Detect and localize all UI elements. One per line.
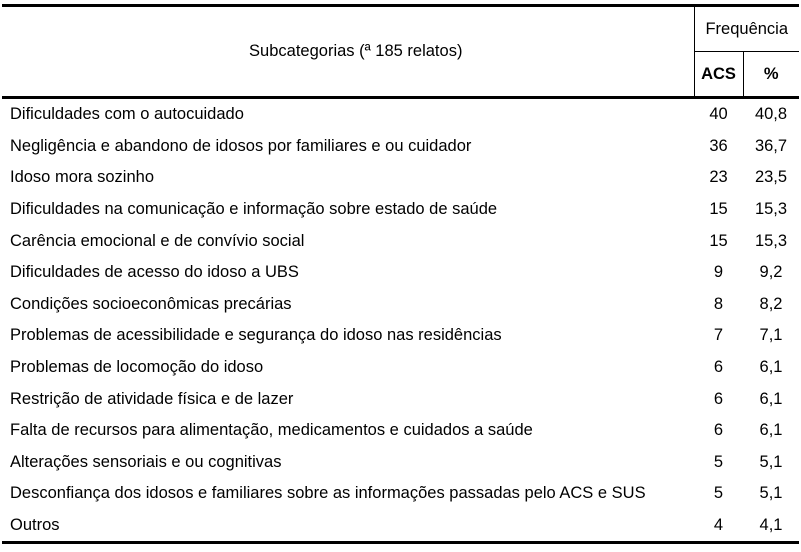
percent-value: 6,1 [759,421,783,440]
table-row [2,162,799,194]
percent-value: 4,1 [743,510,799,543]
percent-value: 9,2 [759,263,783,282]
subcategories-table [2,4,799,544]
percent-value: 7,1 [759,326,783,345]
percent-value: 23,5 [754,168,788,187]
acs-count: 15 [709,231,728,250]
table-row [2,257,799,289]
percent-value: 15,3 [754,231,788,250]
percent-value: 36,7 [754,136,788,155]
acs-count: 15 [709,200,728,219]
subcategory-label: Alterações sensoriais e ou cognitivas [10,452,282,471]
subcategory-label: Carência emocional e de convívio social [10,231,305,250]
acs-count: 5 [713,452,724,471]
table-body [2,98,799,543]
acs-count: 4 [694,510,743,543]
acs-count: 36 [709,136,728,155]
acs-count: 6 [713,389,724,408]
percent-value: 5,1 [759,484,783,503]
acs-count: 40 [709,105,728,124]
subcategory-label: Dificuldades na comunicação e informação sobre estado de saúde [10,200,498,219]
table-row [2,478,799,510]
percent-value: 40,8 [754,105,788,124]
table-row [2,289,799,321]
frequencia-header: Frequência [694,6,799,52]
table-row [2,98,799,131]
subcategory-label: Condições socioeconômicas precárias [10,294,292,313]
table-row [2,131,799,163]
subcategory-label: Falta de recursos para alimentação, medicamentos e cuidados a saúde [10,421,533,440]
subcategory-label: Dificuldades de acesso do idoso a UBS [10,263,299,282]
acs-count: 23 [709,168,728,187]
table-row [2,194,799,226]
acs-count: 8 [713,294,724,313]
percent-value: 6,1 [759,358,783,377]
table-row [2,447,799,479]
subcategory-label: Problemas de locomoção do idoso [10,358,264,377]
acs-count: 6 [713,421,724,440]
table-row [2,383,799,415]
percent-header: % [743,52,799,98]
acs-count: 9 [713,263,724,282]
table-row [2,225,799,257]
table-row [2,510,799,543]
percent-value: 5,1 [759,452,783,471]
table-container [2,4,799,544]
percent-value: 6,1 [759,389,783,408]
subcategory-label: Problemas de acessibilidade e segurança do idoso nas residências [10,326,502,345]
table-header [2,6,799,98]
subcategory-label: Restrição de atividade física e de lazer [10,389,294,408]
acs-count: 7 [713,326,724,345]
subcategory-label: Idoso mora sozinho [10,168,154,187]
subcategory-label: Dificuldades com o autocuidado [10,105,244,124]
subcategory-label: Negligência e abandono de idosos por familiares e ou cuidador [10,136,472,155]
subcategory-label: Outros [2,510,694,543]
acs-count: 5 [713,484,724,503]
table-row [2,320,799,352]
subcategory-label: Desconfiança dos idosos e familiares sobre as informações passadas pelo ACS e SUS [10,484,646,503]
table-row [2,352,799,384]
percent-value: 15,3 [754,200,788,219]
subcategorias-header: Subcategorias (ª 185 relatos) [2,6,694,98]
percent-value: 8,2 [759,294,783,313]
acs-count: 6 [713,358,724,377]
acs-header: ACS [694,52,743,98]
table-row [2,415,799,447]
